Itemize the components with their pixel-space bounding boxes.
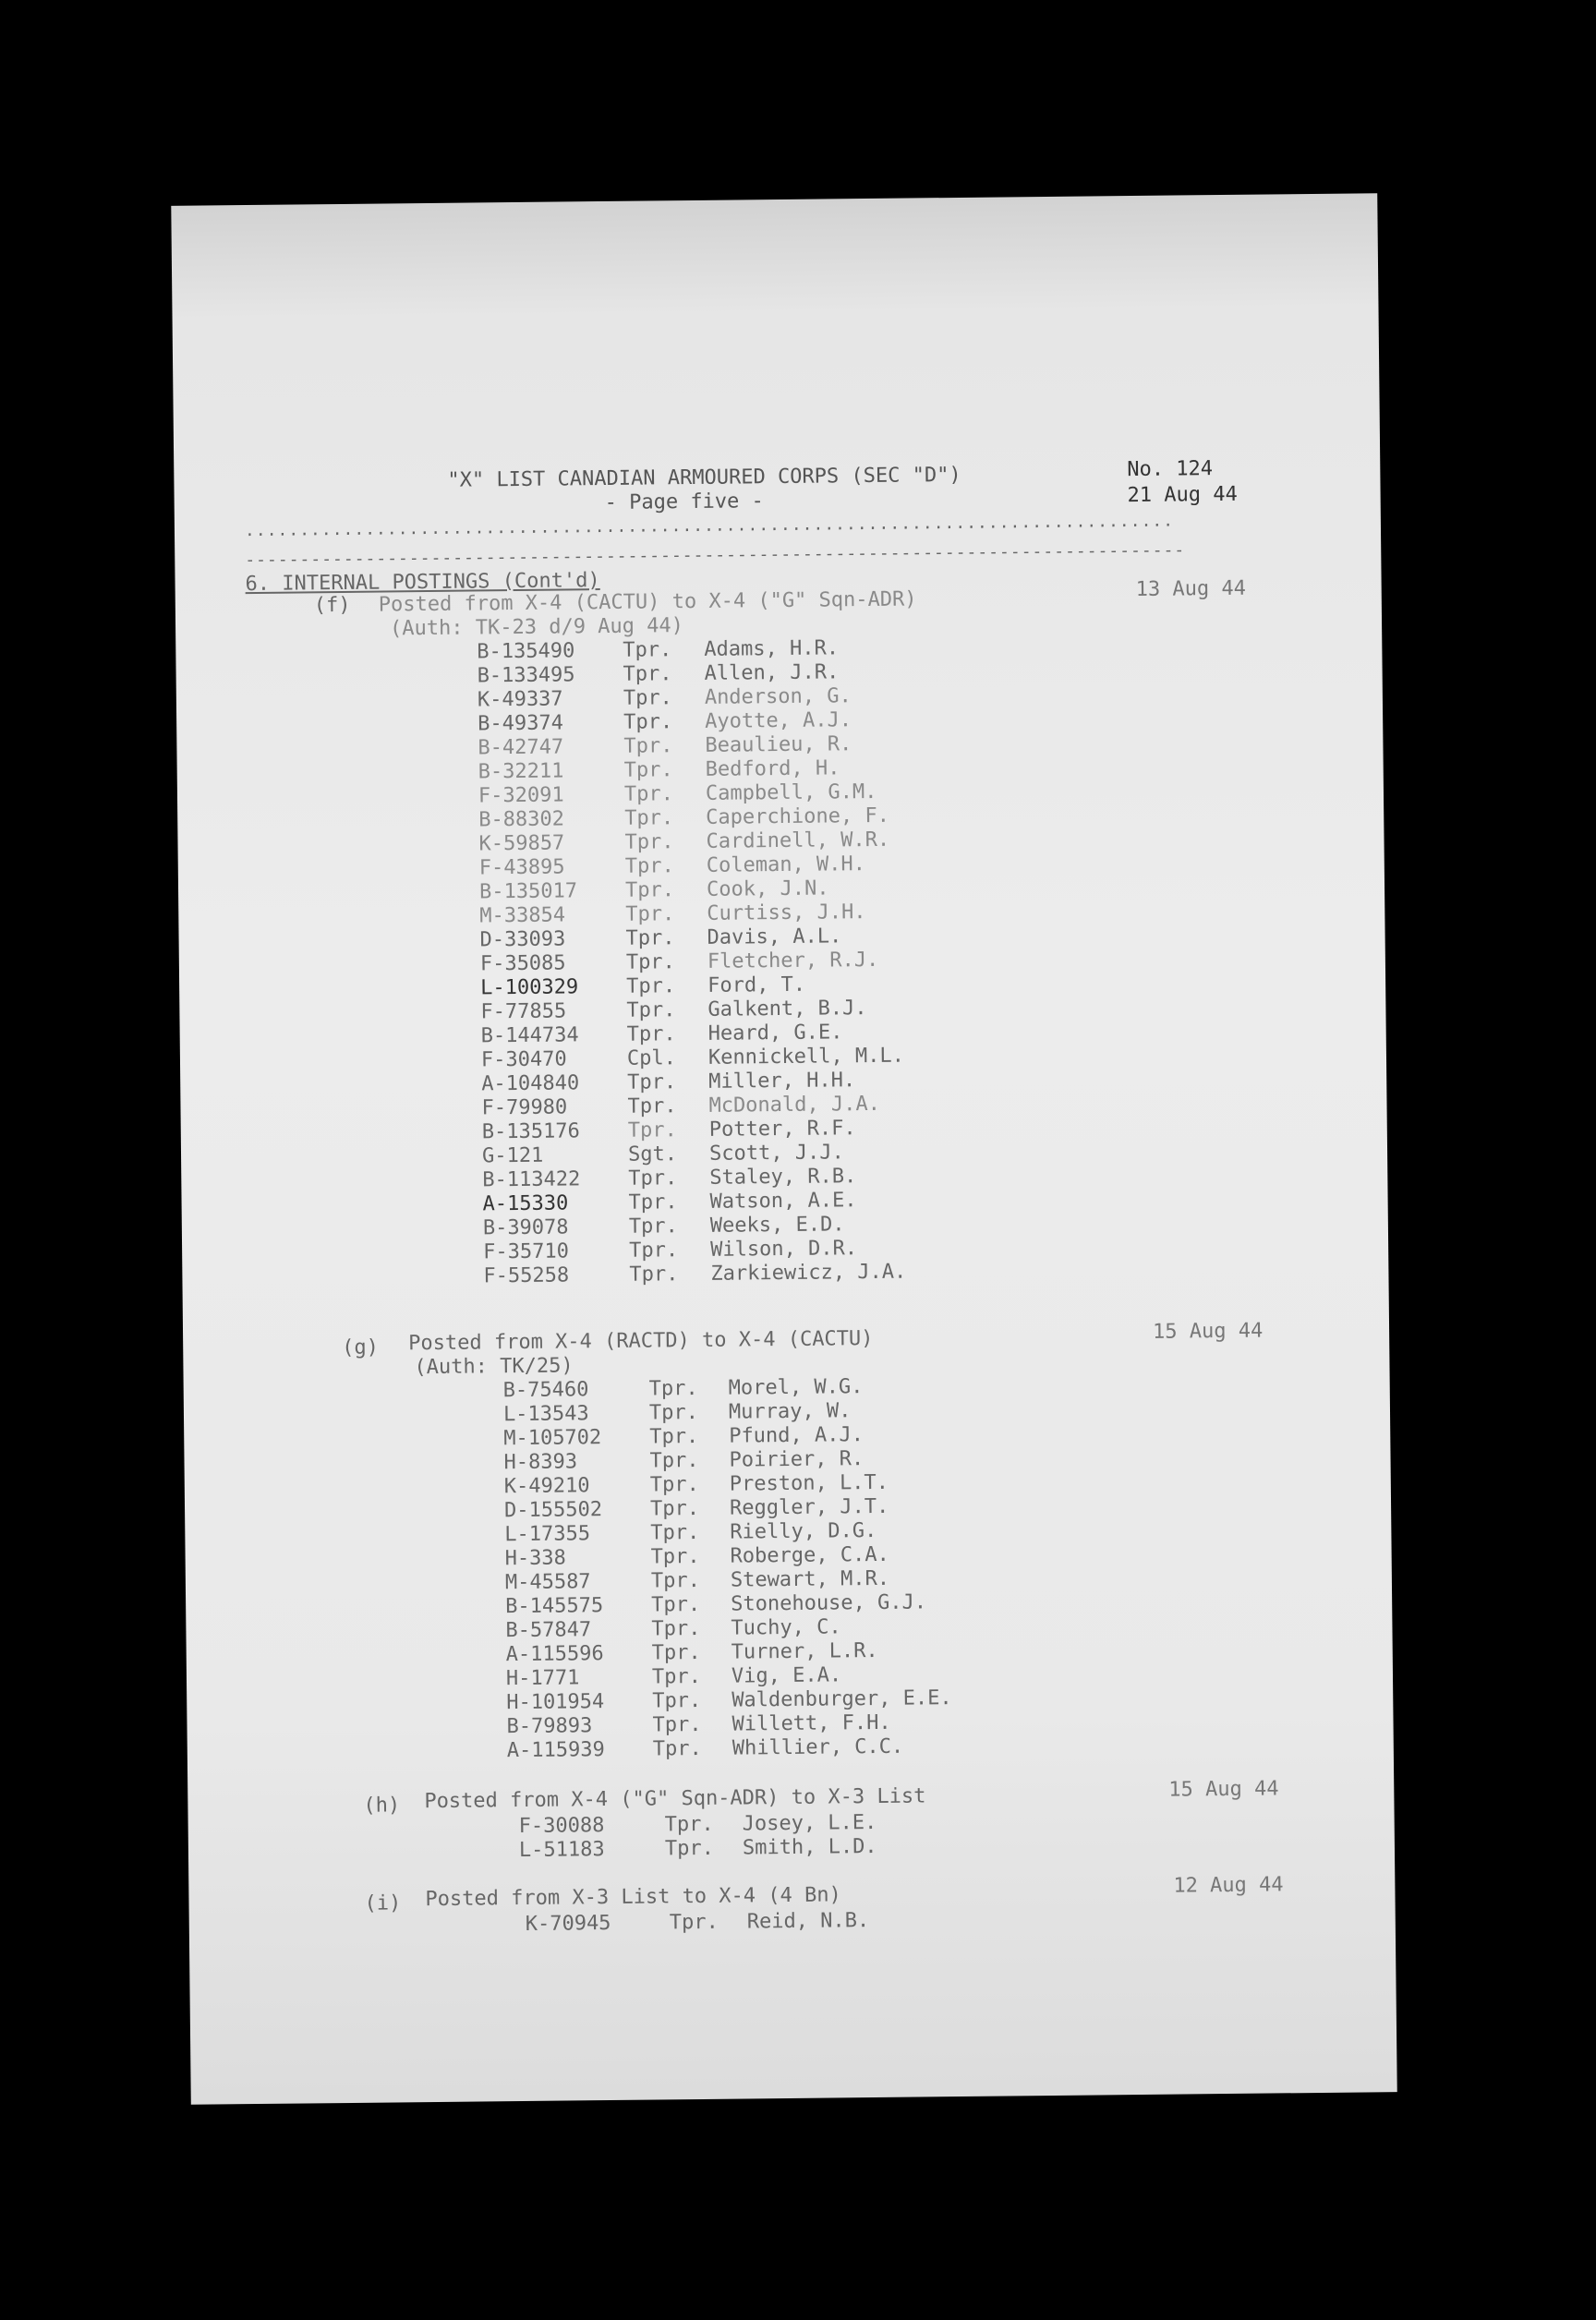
person-name: Ayotte, A.J. bbox=[705, 708, 852, 733]
rank: Tpr. bbox=[652, 1712, 702, 1737]
rank: Tpr. bbox=[623, 710, 673, 734]
person-name: Galkent, B.J. bbox=[707, 997, 867, 1021]
person-name: Potter, R.F. bbox=[708, 1117, 856, 1142]
service-number: G-121 bbox=[481, 1143, 544, 1168]
service-number: F-79980 bbox=[481, 1095, 568, 1120]
rank: Tpr. bbox=[652, 1736, 702, 1761]
person-name: Staley, R.B. bbox=[709, 1165, 857, 1190]
rank: Tpr. bbox=[649, 1424, 699, 1449]
service-number: H-8393 bbox=[503, 1450, 578, 1475]
rank: Tpr. bbox=[649, 1496, 700, 1521]
service-number: H-101954 bbox=[506, 1690, 605, 1715]
rank: Tpr. bbox=[669, 1910, 719, 1935]
service-number: B-145575 bbox=[505, 1594, 604, 1619]
rank: Tpr. bbox=[623, 662, 672, 686]
posting-date: 13 Aug 44 bbox=[1135, 576, 1247, 601]
service-number: B-113422 bbox=[482, 1167, 581, 1192]
person-name: Kennickell, M.L. bbox=[707, 1044, 905, 1069]
person-name: Scott, J.J. bbox=[708, 1141, 844, 1166]
person-name: Heard, G.E. bbox=[707, 1021, 843, 1045]
rank: Tpr. bbox=[623, 782, 674, 806]
rank: Tpr. bbox=[651, 1616, 701, 1641]
service-number: A-115939 bbox=[506, 1738, 605, 1763]
service-number: B-39078 bbox=[482, 1215, 569, 1240]
service-number: F-30470 bbox=[480, 1047, 567, 1072]
person-name: Stonehouse, G.J. bbox=[731, 1590, 927, 1616]
person-name: Roberge, C.A. bbox=[730, 1542, 889, 1568]
posting-description: Posted from X-4 ("G" Sqn-ADR) to X-3 List bbox=[424, 1784, 926, 1814]
rank: Tpr. bbox=[651, 1640, 701, 1665]
person-name: Miller, H.H. bbox=[708, 1069, 856, 1094]
rank: Tpr. bbox=[651, 1592, 701, 1617]
rank: Tpr. bbox=[628, 1214, 678, 1239]
service-number: B-133495 bbox=[477, 663, 575, 688]
person-name: Smith, L.D. bbox=[742, 1834, 877, 1860]
service-number: A-15330 bbox=[482, 1191, 569, 1216]
rank: Cpl. bbox=[626, 1046, 677, 1070]
person-name: Ford, T. bbox=[707, 973, 806, 997]
person-name: Willett, F.H. bbox=[732, 1710, 891, 1736]
rank: Tpr. bbox=[629, 1239, 679, 1263]
rank: Tpr. bbox=[623, 686, 672, 710]
rank: Tpr. bbox=[625, 902, 675, 926]
rank: Tpr. bbox=[628, 1166, 678, 1190]
header-dotted-rule: ..................................................................................... bbox=[244, 511, 1175, 541]
posting-date: 12 Aug 44 bbox=[1173, 1873, 1284, 1898]
service-number: F-43895 bbox=[478, 855, 565, 880]
rank: Tpr. bbox=[623, 734, 673, 758]
rank: Tpr. bbox=[649, 1472, 699, 1497]
posting-description: Posted from X-4 (RACTD) to X-4 (CACTU) bbox=[408, 1327, 874, 1356]
rank: Tpr. bbox=[649, 1448, 699, 1473]
person-name: Allen, J.R. bbox=[704, 660, 840, 685]
service-number: B-32211 bbox=[478, 759, 564, 784]
person-name: Murray, W. bbox=[728, 1399, 852, 1424]
service-number: L-100329 bbox=[480, 975, 579, 1000]
rank: Tpr. bbox=[627, 1118, 677, 1142]
section-divider: -------------------------------------------------------------------------------------- bbox=[245, 540, 1186, 571]
person-name: Pfund, A.J. bbox=[729, 1423, 864, 1448]
service-number: B-49374 bbox=[478, 711, 564, 736]
rank: Tpr. bbox=[625, 950, 675, 974]
entry-letter: (f) bbox=[313, 593, 351, 618]
rank: Tpr. bbox=[624, 878, 675, 902]
service-number: F-35710 bbox=[483, 1239, 569, 1264]
service-number: K-49210 bbox=[503, 1474, 590, 1499]
person-name: Stewart, M.R. bbox=[730, 1566, 890, 1592]
person-name: Poirier, R. bbox=[729, 1447, 864, 1472]
service-number: K-49337 bbox=[477, 687, 563, 712]
rank: Tpr. bbox=[629, 1263, 679, 1287]
service-number: H-1771 bbox=[505, 1666, 580, 1691]
service-number: B-144734 bbox=[480, 1023, 579, 1048]
rank: Sgt. bbox=[627, 1142, 678, 1166]
rank: Tpr. bbox=[626, 974, 676, 998]
service-number: F-35085 bbox=[479, 951, 566, 976]
list-date: 21 Aug 44 bbox=[1127, 482, 1238, 508]
posting-description: Posted from X-4 (CACTU) to X-4 ("G" Sqn-ADR) bbox=[378, 587, 917, 617]
rank: Tpr. bbox=[623, 638, 672, 662]
entry-letter: (h) bbox=[363, 1794, 401, 1818]
person-name: Rielly, D.G. bbox=[730, 1518, 877, 1544]
rank: Tpr. bbox=[650, 1568, 701, 1593]
rank: Tpr. bbox=[623, 758, 673, 782]
section-heading: 6. INTERNAL POSTINGS (Cont'd) bbox=[245, 569, 600, 597]
person-name: Whillier, C.C. bbox=[732, 1734, 904, 1760]
document-page bbox=[171, 193, 1396, 2105]
person-name: Weeks, E.D. bbox=[709, 1213, 845, 1238]
service-number: K-59857 bbox=[478, 831, 565, 856]
person-name: Watson, A.E. bbox=[709, 1189, 857, 1214]
posting-date: 15 Aug 44 bbox=[1168, 1777, 1279, 1802]
page-number-label: - Page five - bbox=[604, 489, 764, 514]
rank: Tpr. bbox=[624, 830, 674, 854]
person-name: Coleman, W.H. bbox=[706, 852, 866, 877]
entry-letter: (g) bbox=[342, 1335, 380, 1360]
posting-date: 15 Aug 44 bbox=[1152, 1319, 1264, 1344]
person-name: Zarkiewicz, J.A. bbox=[710, 1260, 907, 1286]
document-title: "X" LIST CANADIAN ARMOURED CORPS (SEC "D") bbox=[447, 463, 961, 492]
service-number: K-70945 bbox=[525, 1912, 611, 1936]
rank: Tpr. bbox=[626, 998, 676, 1022]
service-number: M-45587 bbox=[504, 1570, 591, 1595]
person-name: Cardinell, W.R. bbox=[706, 828, 890, 853]
person-name: Wilson, D.R. bbox=[710, 1237, 858, 1262]
rank: Tpr. bbox=[627, 1070, 677, 1094]
person-name: Waldenburger, E.E. bbox=[732, 1686, 952, 1712]
rank: Tpr. bbox=[624, 806, 674, 830]
service-number: F-30088 bbox=[518, 1814, 605, 1839]
rank: Tpr. bbox=[652, 1688, 702, 1713]
person-name: Caperchione, F. bbox=[706, 804, 890, 829]
person-name: Adams, H.R. bbox=[704, 636, 840, 661]
rank: Tpr. bbox=[648, 1400, 699, 1425]
authority-line: (Auth: TK/25) bbox=[414, 1354, 574, 1380]
list-number: No. 124 bbox=[1127, 457, 1214, 482]
person-name: Preston, L.T. bbox=[729, 1470, 889, 1496]
service-number: H-338 bbox=[504, 1546, 566, 1571]
service-number: D-33093 bbox=[479, 927, 566, 952]
service-number: A-115596 bbox=[505, 1642, 604, 1667]
person-name: Anderson, G. bbox=[704, 684, 852, 709]
service-number: L-13543 bbox=[502, 1402, 589, 1427]
service-number: M-33854 bbox=[479, 903, 566, 928]
person-name: Tuchy, C. bbox=[731, 1615, 841, 1640]
service-number: M-105702 bbox=[503, 1426, 602, 1451]
person-name: Cook, J.N. bbox=[706, 876, 829, 901]
person-name: Bedford, H. bbox=[705, 756, 840, 781]
service-number: F-55258 bbox=[483, 1263, 570, 1288]
person-name: Beaulieu, R. bbox=[705, 732, 852, 757]
authority-line: (Auth: TK-23 d/9 Aug 44) bbox=[389, 614, 684, 641]
rank: Tpr. bbox=[664, 1836, 715, 1861]
service-number: B-75460 bbox=[502, 1378, 589, 1403]
service-number: L-51183 bbox=[518, 1838, 605, 1863]
person-name: Campbell, G.M. bbox=[705, 779, 877, 805]
entry-letter: (i) bbox=[364, 1891, 402, 1915]
service-number: D-155502 bbox=[503, 1498, 603, 1523]
rank: Tpr. bbox=[627, 1094, 677, 1118]
person-name: McDonald, J.A. bbox=[708, 1092, 881, 1118]
rank: Tpr. bbox=[624, 854, 674, 878]
service-number: F-77855 bbox=[480, 999, 567, 1024]
rank: Tpr. bbox=[628, 1190, 678, 1214]
rank: Tpr. bbox=[651, 1664, 702, 1689]
service-number: A-104840 bbox=[481, 1071, 580, 1096]
service-number: B-79893 bbox=[506, 1714, 593, 1739]
person-name: Turner, L.R. bbox=[731, 1638, 878, 1664]
service-number: B-135490 bbox=[477, 639, 575, 664]
service-number: B-135176 bbox=[481, 1119, 580, 1144]
person-name: Morel, W.G. bbox=[728, 1375, 864, 1400]
rank: Tpr. bbox=[648, 1376, 698, 1401]
service-number: B-135017 bbox=[478, 879, 578, 904]
rank: Tpr. bbox=[664, 1812, 714, 1837]
posting-description: Posted from X-3 List to X-4 (4 Bn) bbox=[425, 1883, 841, 1912]
person-name: Josey, L.E. bbox=[742, 1810, 877, 1836]
person-name: Reid, N.B. bbox=[746, 1909, 870, 1934]
rank: Tpr. bbox=[650, 1544, 700, 1569]
service-number: L-17355 bbox=[504, 1522, 591, 1547]
person-name: Fletcher, R.J. bbox=[707, 948, 879, 973]
person-name: Reggler, J.T. bbox=[729, 1494, 889, 1520]
service-number: B-88302 bbox=[478, 807, 565, 832]
rank: Tpr. bbox=[626, 1022, 676, 1046]
person-name: Curtiss, J.H. bbox=[707, 900, 866, 925]
service-number: F-32091 bbox=[478, 783, 564, 808]
service-number: B-57847 bbox=[505, 1618, 592, 1643]
person-name: Davis, A.L. bbox=[707, 924, 842, 949]
rank: Tpr. bbox=[650, 1520, 700, 1545]
service-number: B-42747 bbox=[478, 735, 564, 760]
person-name: Vig, E.A. bbox=[731, 1663, 842, 1688]
rank: Tpr. bbox=[625, 926, 675, 950]
